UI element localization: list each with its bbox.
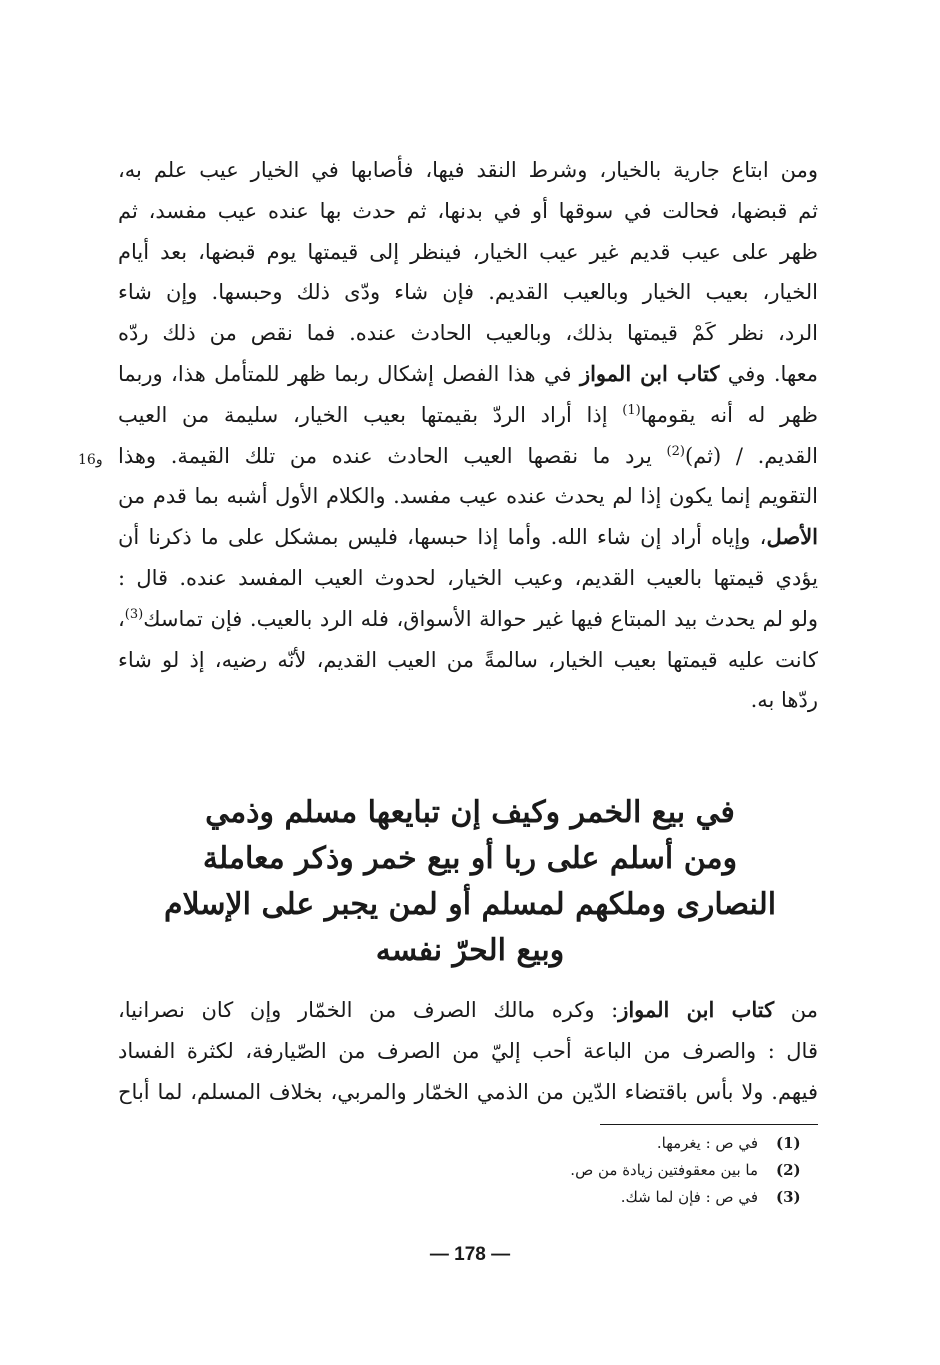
text-run: كانت عليه قيمتها بعيب الخيار، سالمةً من العيب القديم، لأنّه رضيه، إذ لو شاء: [118, 647, 818, 672]
text-run: معها. وفي: [719, 361, 818, 386]
text-line: [118, 640, 818, 681]
text-line: [118, 354, 818, 395]
text-run: إذا أراد الردّ بقيمتها بعيب الخيار، سليمة من العيب: [118, 402, 623, 427]
text-run: يرد ما نقصها العيب الحادث عنده من تلك القيمة. وهذا: [118, 443, 667, 468]
text-line: [118, 1031, 818, 1072]
text-line: [118, 313, 818, 354]
text-run: ومن ابتاع جارية بالخيار، وشرط النقد فيها، فأصابها في الخيار عيب علم به،: [118, 158, 818, 182]
text-run: التقويم إنما يكون إذا لم يحدث عنده عيب مفسد. والكلام الأول أشبه بما قدم من: [118, 484, 818, 509]
text-run: ، وإياه أراد إن شاء الله. وأما إذا حبسها، فليس بمشكل على ما ذكرنا أن: [118, 525, 767, 550]
footnote-ref: (1): [622, 402, 641, 418]
text-run: الخيار، بعيب الخيار وبالعيب القديم. فإن شاء ودّى ذلك وحبسها. وإن شاء: [118, 280, 818, 305]
text-run: ثم قبضها، فحالت في سوقها أو في بدنها، ثم حدث بها عنده عيب مفسد، ثم: [118, 198, 818, 223]
footnote-number: (3): [776, 1188, 801, 1206]
text-line: [118, 599, 818, 640]
footnote-text: في ص : فإن لما شك.: [620, 1188, 758, 1206]
footnote-ref: (3): [124, 606, 144, 622]
text-line: [118, 1072, 818, 1113]
folio-marker: 16و: [78, 452, 103, 468]
body-paragraph-1: [118, 150, 818, 721]
text-run: فيهم. ولا بأس باقتضاء الدّين من الذمي الخمّار والمربي، بخلاف المسلم، لما أباح: [118, 1079, 818, 1104]
footnote-3: [300, 1184, 818, 1211]
text-line: [118, 395, 818, 436]
footnotes: [300, 1130, 818, 1211]
footnote-1: [300, 1130, 818, 1157]
text-line: [118, 191, 818, 232]
text-run: القديم. / (ثم): [684, 443, 818, 468]
bold-citation: كتاب ابن المواز: [618, 997, 775, 1022]
text-run: ظهر على عيب قديم غير عيب الخيار، فينظر إلى قيمتها يوم قبضها، بعد أيام: [118, 239, 818, 264]
text-run: ظهر له أنه يقومها: [640, 402, 818, 427]
footnote-number: (2): [776, 1161, 801, 1179]
footnote-number: (1): [776, 1134, 801, 1152]
heading-line-1: في بيع الخمر وكيف إن تبايعها مسلم وذمي: [205, 795, 735, 830]
text-line: [118, 232, 818, 273]
text-run: يؤدي قيمتها بالعيب القديم، وعيب الخيار، لحدوث العيب المفسد عنده. قال :: [118, 565, 818, 590]
footnote-text: ما بين معقوفتين زيادة من ص.: [570, 1161, 758, 1179]
bold-citation: الأصل: [766, 524, 818, 550]
text-run: : وكره مالك الصرف من الخمّار وإن كان نصرانيا،: [118, 998, 619, 1022]
text-run: ردّها به.: [750, 688, 818, 713]
text-line: [118, 517, 818, 558]
text-line: [118, 436, 818, 477]
text-line: [118, 990, 818, 1031]
text-line: [118, 272, 818, 313]
text-run: من: [774, 998, 818, 1022]
section-heading: [150, 790, 790, 974]
heading-line-3: النصارى وملكهم لمسلم أو لمن يجبر على الإسلام: [163, 887, 777, 922]
text-run: الرد، نظر كَمْ قيمتها بذلك، وبالعيب الحادث عنده. فما نقص من ذلك ردّه: [118, 321, 818, 346]
text-line: [118, 680, 818, 721]
footnote-divider: [600, 1124, 818, 1125]
heading-line-4: وبيع الحرّ نفسه: [375, 933, 565, 968]
text-run: قال : والصرف من الباعة أحب إليّ من الصرف من الصّيارفة، لكثرة الفساد: [118, 1038, 818, 1063]
body-paragraph-2: [118, 990, 818, 1112]
footnote-ref: (2): [666, 443, 685, 459]
bold-citation: كتاب ابن المواز: [579, 360, 720, 386]
footnote-2: [300, 1157, 818, 1184]
text-run: ،: [118, 606, 125, 631]
text-run: ولو لم يحدث بيد المبتاع فيها غير حوالة الأسواق، فله الرد بالعيب. فإن تماسك: [143, 606, 818, 631]
text-line: [118, 476, 818, 517]
page-number: — 178 —: [429, 1244, 511, 1265]
heading-line-2: ومن أسلم على ربا أو بيع خمر وذكر معاملة: [202, 841, 738, 876]
text-run: في هذا الفصل إشكال ربما ظهر للمتأمل هذا، وربما: [118, 361, 580, 386]
text-line: [118, 150, 818, 191]
footnote-text: في ص : يغرمها.: [656, 1134, 758, 1152]
text-line: [118, 558, 818, 599]
